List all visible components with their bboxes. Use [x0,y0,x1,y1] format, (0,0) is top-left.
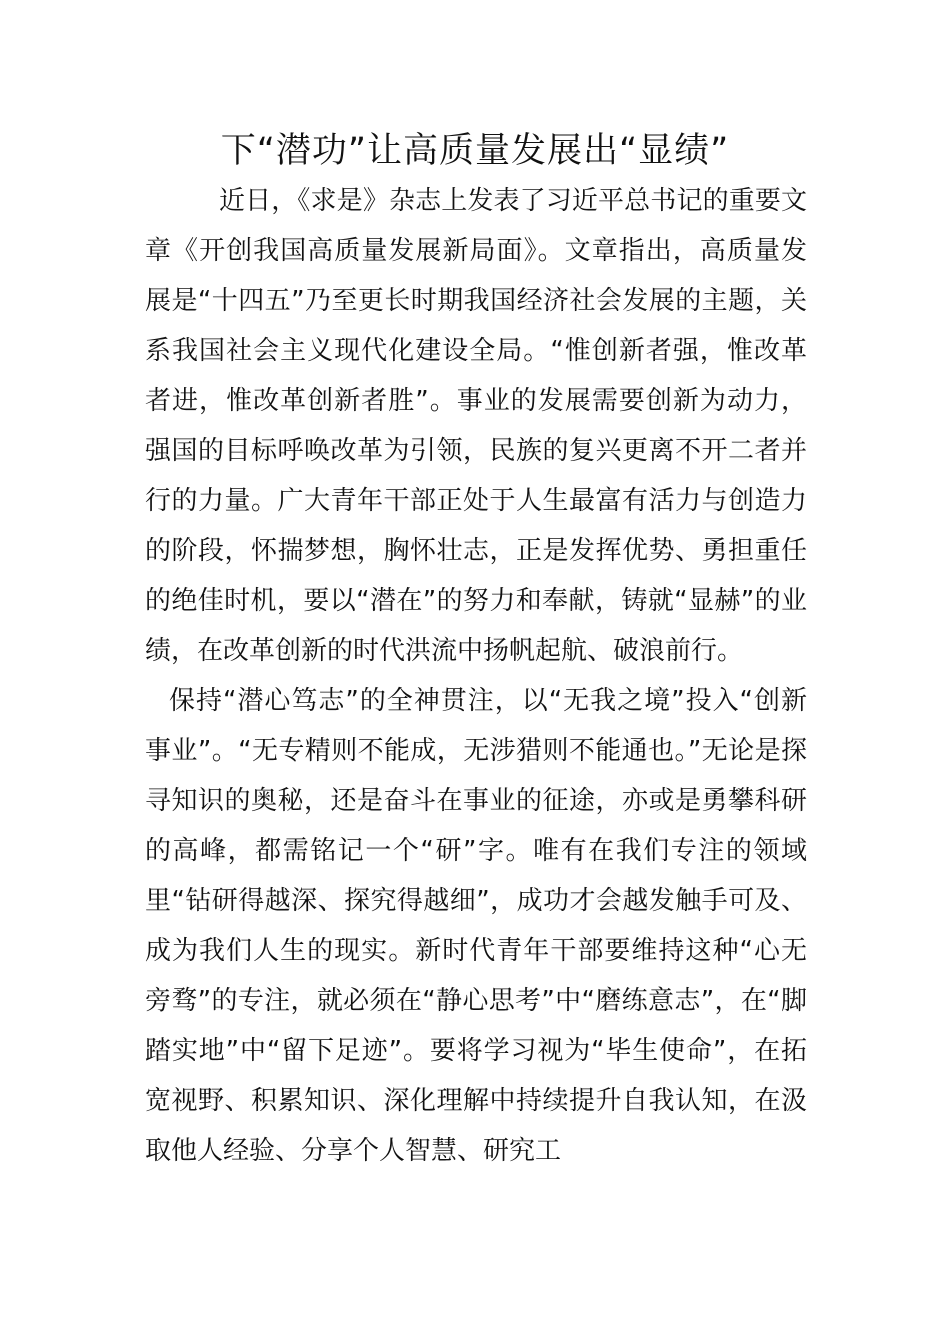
paragraph-2: 保持“潜心笃志”的全神贯注，以“无我之境”投入“创新事业”。“无专精则不能成，无涉猎则不能通也。”无论是探寻知识的奥秘，还是奋斗在事业的征途，亦或是勇攀科研的高峰，都需铭记一个“研”字。唯有在我们专注的领域里“钻研得越深、探究得越细”，成功才会越发触手可及、成为我们人生的现实。新时代青年干部要维持这种“心无旁骛”的专注，就必须在“静心思考”中“磨练意志”，在“脚踏实地”中“留下足迹”。要将学习视为“毕生使命”，在拓宽视野、积累知识、深化理解中持续提升自我认知，在汲取他人经验、分享个人智慧、研究工 [145,686,807,1166]
paragraph-1: 近日，《求是》杂志上发表了习近平总书记的重要文章《开创我国高质量发展新局面》。文章指出，高质量发展是“十四五”乃至更长时期我国经济社会发展的主题，关系我国社会主义现代化建设全局。“惟创新者强，惟改革者进，惟改革创新者胜”。事业的发展需要创新为动力，强国的目标呼唤改革为引领，民族的复兴更离不开二者并行的力量。广大青年干部正处于人生最富有活力与创造力的阶段，怀揣梦想，胸怀壮志，正是发挥优势、勇担重任的绝佳时机，要以“潜在”的努力和奉献，铸就“显赫”的业绩，在改革创新的时代洪流中扬帆起航、破浪前行。 [145,186,807,666]
article-title: 下“潜功”让高质量发展出“显绩” [220,131,730,171]
article-body [145,176,807,1176]
